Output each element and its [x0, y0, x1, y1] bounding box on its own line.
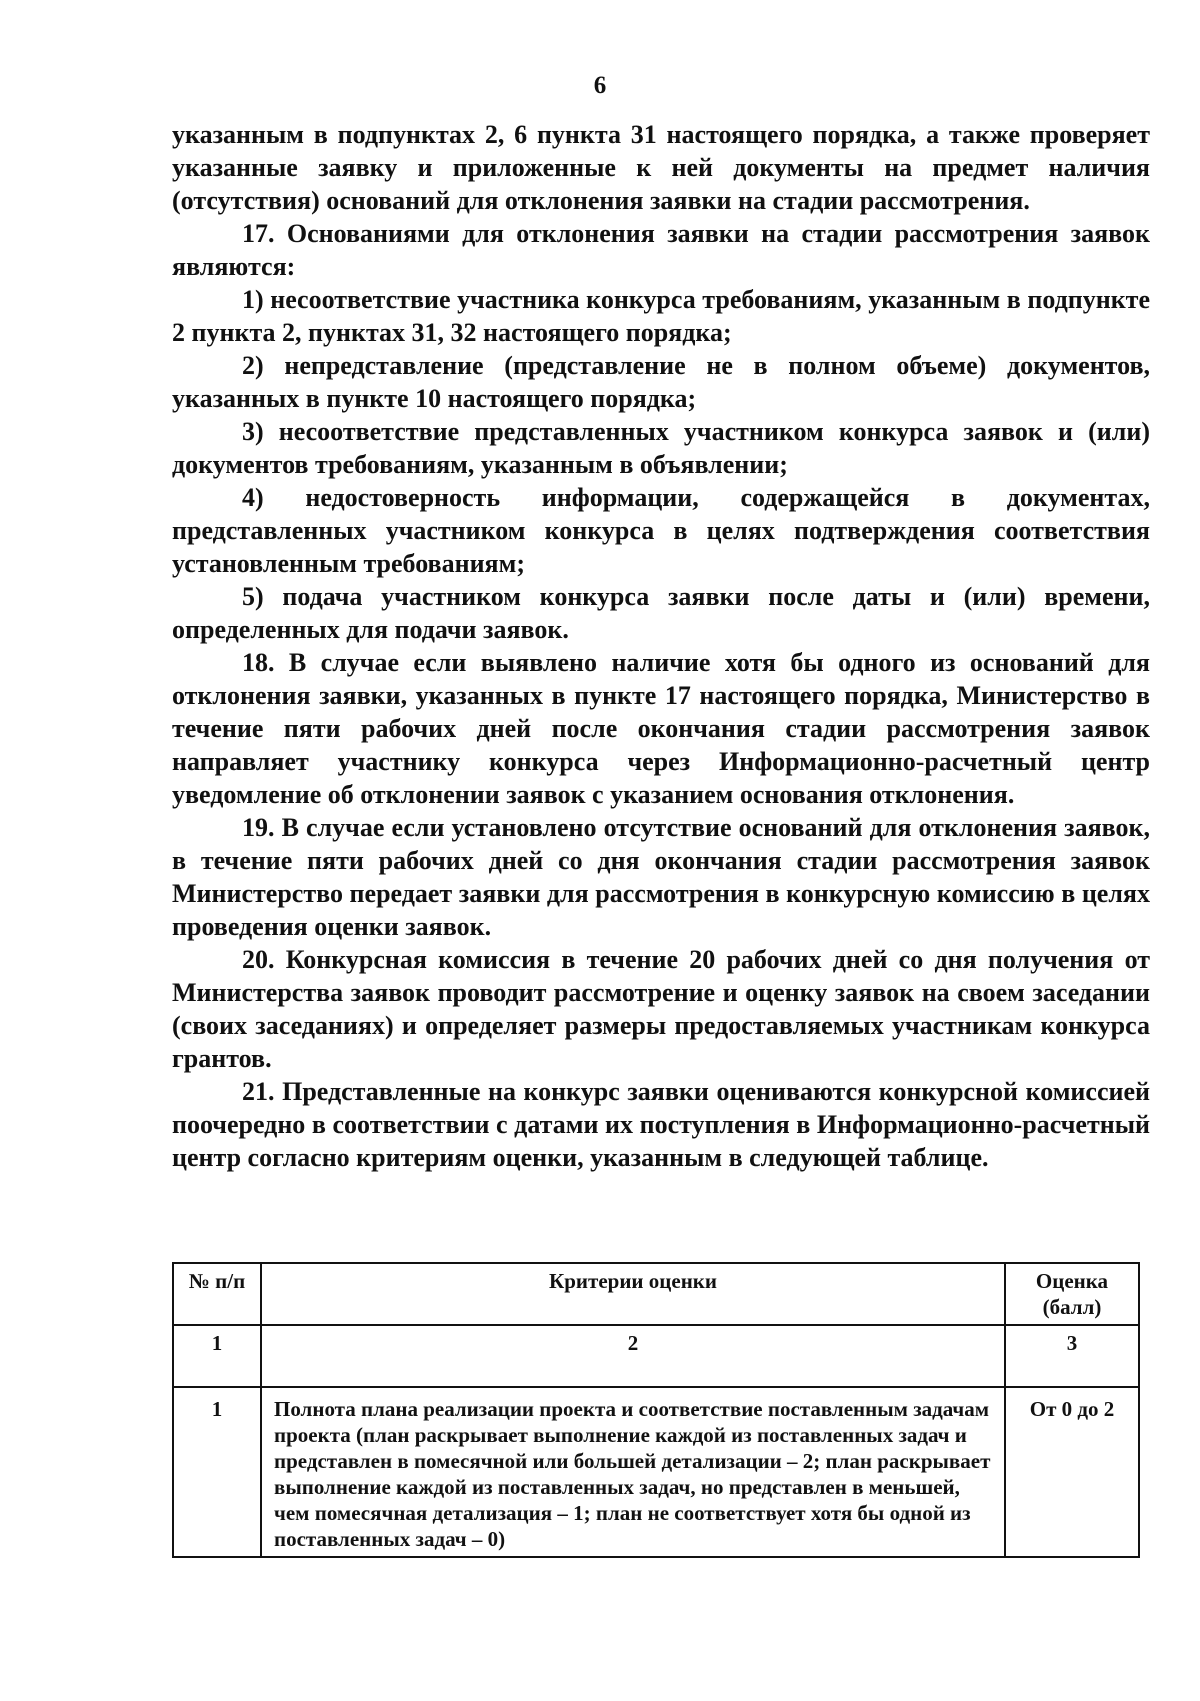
list-item-17-4: 4) недостоверность информации, содержащейся в документах, представленных участником конкурса в целях подтверждения соответствия установленным требованиям;: [172, 483, 1150, 578]
paragraph-continuation: указанным в подпунктах 2, 6 пункта 31 настоящего порядка, а также проверяет указанные заявку и приложенные к ней документы на предмет наличия (отсутствия) оснований для отклонения заявки на стадии рассмотрения.: [172, 120, 1150, 215]
paragraph-17: 17. Основаниями для отклонения заявки на стадии рассмотрения заявок являются:: [172, 219, 1150, 281]
header-criteria: Критерии оценки: [261, 1263, 1005, 1325]
list-item-17-1: 1) несоответствие участника конкурса требованиям, указанным в подпункте 2 пункта 2, пунктах 31, 32 настоящего порядка;: [172, 285, 1150, 347]
list-item-17-2: 2) непредставление (представление не в полном объеме) документов, указанных в пункте 10 настоящего порядка;: [172, 351, 1150, 413]
table-row: [173, 1387, 1139, 1557]
paragraph-21: 21. Представленные на конкурс заявки оцениваются конкурсной комиссией поочередно в соответствии с датами их поступления в Информационно-расчетный центр согласно критериям оценки, указанным в следующей таблице.: [172, 1077, 1150, 1172]
row-criteria: Полнота плана реализации проекта и соответствие поставленным задачам проекта (план раскрывает выполнение каждой из поставленных задач и представлен в помесячной или большей детализации – 2; план раскрывает выполнение каждой из поставленных задач, но представлен в меньшей, чем помесячная детализация – 1; план не соответствует хотя бы одной из поставленных задач – 0): [261, 1387, 1005, 1557]
table-header-row: [173, 1263, 1139, 1325]
table-index-row: [173, 1325, 1139, 1387]
paragraph-18: 18. В случае если выявлено наличие хотя бы одного из оснований для отклонения заявки, указанных в пункте 17 настоящего порядка, Министерство в течение пяти рабочих дней после окончания стадии рассмотрения заявок направляет участнику конкурса через Информационно-расчетный центр уведомление об отклонении заявок с указанием основания отклонения.: [172, 648, 1150, 809]
index-cell-number: 1: [173, 1325, 261, 1387]
page-number: 6: [593, 72, 607, 99]
list-item-17-5: 5) подача участником конкурса заявки после даты и (или) времени, определенных для подачи заявок.: [172, 582, 1150, 644]
index-cell-criteria: 2: [261, 1325, 1005, 1387]
header-score: Оценка (балл): [1005, 1263, 1139, 1325]
criteria-table: [172, 1262, 1140, 1558]
header-number: № п/п: [173, 1263, 261, 1325]
paragraph-20: 20. Конкурсная комиссия в течение 20 рабочих дней со дня получения от Министерства заявок проводит рассмотрение и оценку заявок на своем заседании (своих заседаниях) и определяет размеры предоставляемых участникам конкурса грантов.: [172, 945, 1150, 1073]
row-score: От 0 до 2: [1005, 1387, 1139, 1557]
paragraph-19: 19. В случае если установлено отсутствие оснований для отклонения заявок, в течение пяти рабочих дней со дня окончания стадии рассмотрения заявок Министерство передает заявки для рассмотрения в конкурсную комиссию в целях проведения оценки заявок.: [172, 813, 1150, 941]
row-number: 1: [173, 1387, 261, 1557]
document-body: [172, 118, 1150, 1174]
index-cell-score: 3: [1005, 1325, 1139, 1387]
list-item-17-3: 3) несоответствие представленных участником конкурса заявок и (или) документов требованиям, указанным в объявлении;: [172, 417, 1150, 479]
